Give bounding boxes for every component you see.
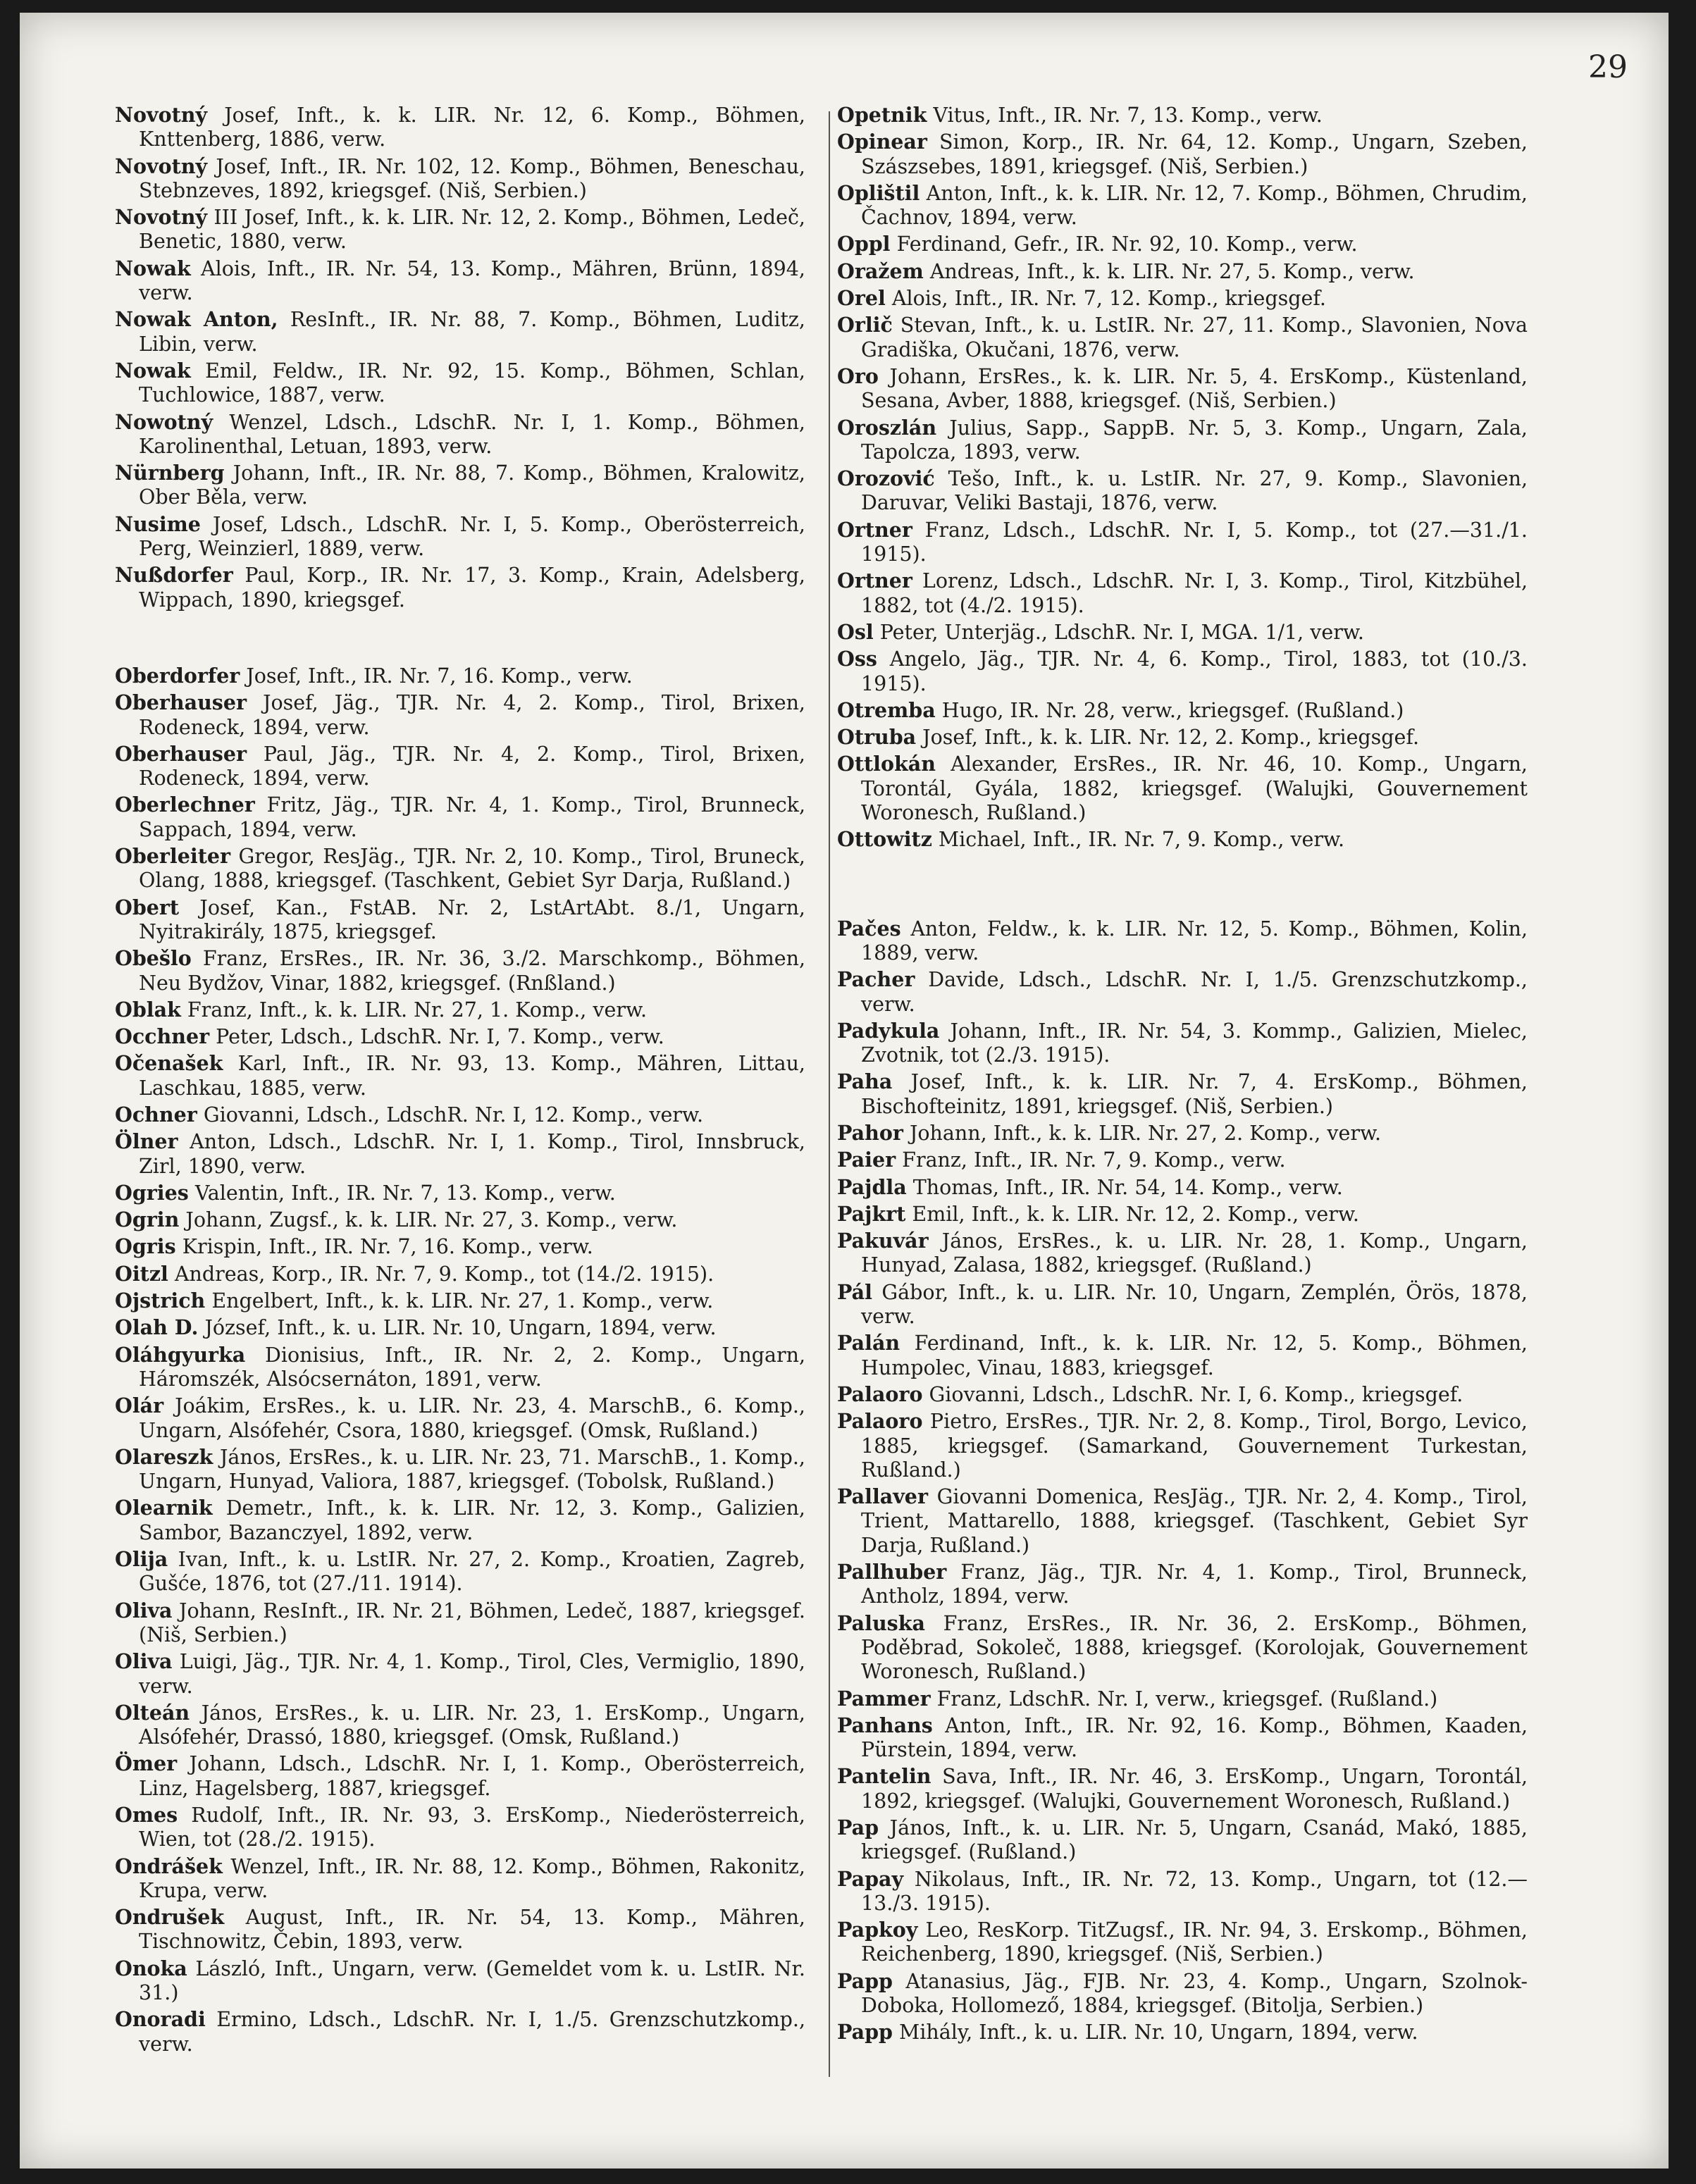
register-entry — [115, 256, 805, 306]
entry-details: János, ErsRes., k. u. LIR. Nr. 28, 1. Komp., Ungarn, Hunyad, Zalasa, 1882, kriegsgef. (Rußland.) — [861, 1229, 1528, 1277]
entry-details: Karl, Inft., IR. Nr. 93, 13. Komp., Mähren, Littau, Laschkau, 1885, verw. — [139, 1052, 805, 1100]
register-entry — [115, 1262, 805, 1286]
entry-surname: Otremba — [837, 697, 936, 722]
entry-details: Julius, Sapp., SappB. Nr. 5, 3. Komp., Ungarn, Zala, Tapolcza, 1893, verw. — [861, 416, 1528, 464]
register-entry — [115, 512, 805, 561]
entry-surname: Pap — [837, 1816, 879, 1839]
entry-details: Fritz, Jäg., TJR. Nr. 4, 1. Komp., Tirol, Brunneck, Sappach, 1894, verw. — [139, 793, 805, 841]
entry-details: Ferdinand, Gefr., IR. Nr. 92, 10. Komp., verw. — [890, 232, 1358, 256]
register-entry — [115, 1024, 805, 1049]
register-entry — [115, 154, 805, 204]
entry-details: Davide, Ldsch., LdschR. Nr. I, 1./5. Grenzschutzkomp., verw. — [861, 968, 1528, 1016]
register-entry — [837, 569, 1528, 618]
entry-details: Giovanni, Ldsch., LdschR. Nr. I, 6. Komp., kriegsgef. — [922, 1382, 1463, 1406]
entry-surname: Oberlechner — [115, 793, 255, 817]
register-entry — [115, 690, 805, 740]
entry-details: Giovanni Domenica, ResJäg., TJR. Nr. 2, 4. Komp., Tirol, Trient, Mattarello, 1888, kriegsgef. (Taschkent, Gebiet Syr Darja, Rußland.) — [861, 1485, 1528, 1557]
register-entry — [837, 1816, 1528, 1865]
entry-surname: Onoradi — [115, 2007, 206, 2032]
entry-details: Demetr., Inft., k. k. LIR. Nr. 12, 3. Komp., Galizien, Sambor, Bazanczyel, 1892, verw. — [139, 1496, 805, 1544]
entry-surname: Opinear — [837, 130, 927, 154]
register-entry — [837, 130, 1528, 179]
entry-surname: Oražem — [837, 259, 924, 283]
register-entry — [115, 844, 805, 893]
entry-surname: Paier — [837, 1148, 896, 1172]
register-entry — [115, 1751, 805, 1801]
entry-surname: Oplištil — [837, 180, 920, 205]
entry-surname: Oliva — [115, 1598, 173, 1623]
entry-surname: Olija — [115, 1547, 168, 1572]
entry-details: Atanasius, Jäg., FJB. Nr. 23, 4. Komp., Ungarn, Szolnok-Doboka, Hollomező, 1884, kriegsgef. (Bitolja, Serbien.) — [861, 1969, 1528, 2018]
left-column — [115, 103, 805, 2059]
entry-details: Franz, ErsRes., IR. Nr. 36, 3./2. Marschkomp., Böhmen, Neu Bydžov, Vinar, 1882, kriegsgef. (Rnßland.) — [139, 947, 805, 995]
register-entry — [837, 1382, 1528, 1407]
register-entry — [115, 1289, 805, 1313]
register-entry — [115, 410, 805, 459]
register-entry — [115, 1103, 805, 1127]
register-entry — [115, 461, 805, 510]
entry-surname: Pallhuber — [837, 1560, 947, 1584]
entry-details: Krispin, Inft., IR. Nr. 7, 16. Komp., verw. — [175, 1235, 593, 1259]
entry-surname: Oberhauser — [115, 741, 247, 766]
register-entry — [115, 1496, 805, 1545]
register-entry — [837, 313, 1528, 362]
entry-surname: Nowak — [115, 256, 191, 280]
register-entry — [837, 647, 1528, 696]
entry-surname: Pajdla — [837, 1174, 907, 1199]
entry-surname: Pantelin — [837, 1764, 931, 1789]
entry-details: Andreas, Korp., IR. Nr. 7, 9. Komp., tot (14./2. 1915). — [168, 1262, 714, 1286]
entry-surname: Papkoy — [837, 1918, 918, 1942]
register-entry — [837, 1069, 1528, 1119]
entry-surname: Pál — [837, 1279, 872, 1304]
entry-surname: Oliva — [115, 1649, 173, 1674]
register-entry — [115, 1051, 805, 1100]
register-entry — [115, 563, 805, 612]
entry-details: Johann, Inft., k. k. LIR. Nr. 27, 2. Komp., verw. — [903, 1121, 1382, 1145]
entry-details: Tešo, Inft., k. u. LstIR. Nr. 27, 9. Komp., Slavonien, Daruvar, Veliki Bastaji, 1876, verw. — [861, 467, 1528, 515]
section-gap — [115, 614, 805, 664]
entry-details: Luigi, Jäg., TJR. Nr. 4, 1. Komp., Tirol, Cles, Vermiglio, 1890, verw. — [139, 1650, 805, 1698]
entry-surname: Pakuvár — [837, 1229, 929, 1253]
entry-details: Anton, Inft., IR. Nr. 92, 16. Komp., Böhmen, Kaaden, Pürstein, 1894, verw. — [861, 1713, 1528, 1762]
entry-details: Josef, Inft., k. k. LIR. Nr. 12, 6. Komp., Böhmen, Knttenberg, 1886, verw. — [139, 104, 805, 151]
register-entry — [837, 1918, 1528, 1967]
entry-details: Ermino, Ldsch., LdschR. Nr. I, 1./5. Grenzschutzkomp., verw. — [139, 2008, 805, 2056]
entry-surname: Nowak — [115, 358, 191, 383]
register-entry — [837, 466, 1528, 516]
entry-details: Vitus, Inft., IR. Nr. 7, 13. Komp., verw. — [927, 104, 1323, 127]
entry-details: Franz, ErsRes., IR. Nr. 36, 2. ErsKomp., Böhmen, Poděbrad, Sokoleč, 1888, kriegsgef. (Korolojak, Gouvernement Woronesch, Rußland.) — [861, 1611, 1528, 1684]
register-entry — [837, 1484, 1528, 1558]
register-entry — [837, 1560, 1528, 1609]
register-entry — [115, 359, 805, 408]
entry-surname: Paluska — [837, 1611, 925, 1635]
entry-details: Franz, Ldsch., LdschR. Nr. I, 5. Komp., tot (27.—31./1. 1915). — [861, 518, 1528, 566]
entry-details: Josef, Kan., FstAB. Nr. 2, LstArtAbt. 8./1, Ungarn, Nyitrakirály, 1875, kriegsgef. — [139, 895, 805, 943]
entry-surname: Ondrušek — [115, 1905, 225, 1930]
register-entry — [837, 232, 1528, 256]
register-entry — [837, 416, 1528, 465]
entry-surname: Ortner — [837, 517, 912, 542]
entry-details: Peter, Unterjäg., LdschR. Nr. I, MGA. 1/1, verw. — [873, 620, 1364, 644]
entry-surname: Oitzl — [115, 1261, 168, 1286]
entry-surname: Paha — [837, 1069, 893, 1094]
register-entry — [837, 725, 1528, 750]
entry-details: Joákim, ErsRes., k. u. LIR. Nr. 23, 4. MarschB., 6. Komp., Ungarn, Alsófehér, Csora, 1880, kriegsgef. (Omsk, Rußland.) — [139, 1394, 805, 1442]
entry-surname: Oblak — [115, 997, 181, 1022]
register-entry — [837, 917, 1528, 966]
register-entry — [115, 1394, 805, 1443]
register-entry — [115, 742, 805, 791]
entry-details: Anton, Feldw., k. k. LIR. Nr. 12, 5. Komp., Böhmen, Kolin, 1889, verw. — [861, 917, 1528, 964]
register-entry — [115, 1181, 805, 1205]
register-entry — [115, 2007, 805, 2056]
entry-surname: Novotný — [115, 154, 208, 178]
register-entry — [837, 1611, 1528, 1684]
entry-surname: Ondrášek — [115, 1854, 223, 1878]
register-entry — [837, 286, 1528, 311]
entry-surname: Nowotný — [115, 409, 213, 434]
entry-details: Emil, Inft., k. k. LIR. Nr. 12, 2. Komp., verw. — [905, 1202, 1359, 1226]
entry-surname: Omes — [115, 1803, 178, 1827]
entry-surname: Oroszlán — [837, 415, 937, 440]
entry-details: Simon, Korp., IR. Nr. 64, 12. Komp., Ungarn, Szeben, Szászsebes, 1891, kriegsgef. (Niš, Serbien.) — [861, 130, 1528, 178]
entry-details: Pietro, ErsRes., TJR. Nr. 2, 8. Komp., Tirol, Borgo, Levico, 1885, kriegsgef. (Samarkand, Gouvernement Turkestan, Rußland.) — [861, 1410, 1528, 1482]
register-entry — [837, 1687, 1528, 1711]
entry-details: Josef, Inft., k. k. LIR. Nr. 7, 4. ErsKomp., Böhmen, Bischofteinitz, 1891, kriegsgef. (Niš, Serbien.) — [861, 1070, 1528, 1118]
right-column — [837, 103, 1528, 2047]
entry-details: Nikolaus, Inft., IR. Nr. 72, 13. Komp., Ungarn, tot (12.—13./3. 1915). — [861, 1867, 1528, 1915]
register-entry — [115, 1343, 805, 1392]
entry-surname: Olah D. — [115, 1315, 199, 1340]
entry-surname: Opetnik — [837, 103, 927, 127]
entry-surname: Pallaver — [837, 1484, 928, 1509]
entry-surname: Novotný — [115, 205, 208, 230]
page-number: 29 — [1588, 49, 1628, 85]
entry-surname: Oberleiter — [115, 844, 231, 869]
entry-details: Franz, LdschR. Nr. I, verw., kriegsgef. (Rußland.) — [930, 1687, 1438, 1711]
entry-surname: Obešlo — [115, 946, 192, 971]
entry-surname: Ottlokán — [837, 752, 936, 776]
register-entry — [837, 1764, 1528, 1813]
register-entry — [115, 1547, 805, 1596]
entry-details: Angelo, Jäg., TJR. Nr. 4, 6. Komp., Tirol, 1883, tot (10./3. 1915). — [861, 647, 1528, 695]
register-entry — [837, 364, 1528, 414]
register-entry — [115, 946, 805, 995]
entry-details: Hugo, IR. Nr. 28, verw., kriegsgef. (Rußland.) — [935, 698, 1404, 722]
entry-surname: Novotný — [115, 103, 208, 127]
register-entry — [837, 181, 1528, 230]
entry-surname: Osl — [837, 619, 874, 644]
entry-surname: Ochner — [115, 1102, 197, 1127]
entry-details: Alexander, ErsRes., IR. Nr. 46, 10. Komp., Ungarn, Torontál, Gyála, 1882, kriegsgef. (Walujki, Gouvernement Woronesch, Rußland.) — [861, 752, 1528, 825]
entry-surname: Orlič — [837, 313, 893, 337]
register-entry — [837, 1867, 1528, 1916]
register-entry — [115, 1599, 805, 1648]
register-entry — [837, 1969, 1528, 2018]
entry-details: Alois, Inft., IR. Nr. 7, 12. Komp., kriegsgef. — [885, 287, 1326, 311]
entry-details: Peter, Ldsch., LdschR. Nr. I, 7. Komp., verw. — [209, 1025, 664, 1049]
entry-details: Wenzel, Inft., IR. Nr. 88, 12. Komp., Böhmen, Rakonitz, Krupa, verw. — [139, 1854, 805, 1902]
register-entry — [115, 1854, 805, 1904]
register-entry — [837, 698, 1528, 723]
register-entry — [115, 1234, 805, 1259]
entry-surname: Oberhauser — [115, 690, 247, 715]
entry-details: Gábor, Inft., k. u. LIR. Nr. 10, Ungarn, Zemplén, Örös, 1878, verw. — [861, 1280, 1528, 1329]
entry-surname: Pajkrt — [837, 1201, 906, 1226]
entry-surname: Pahor — [837, 1120, 903, 1145]
entry-details: August, Inft., IR. Nr. 54, 13. Komp., Mähren, Tischnowitz, Čebin, 1893, verw. — [139, 1906, 805, 1954]
entry-surname: Oláhgyurka — [115, 1342, 246, 1367]
entry-surname: Pammer — [837, 1686, 931, 1711]
register-entry — [115, 1803, 805, 1852]
entry-details: Franz, Inft., k. k. LIR. Nr. 27, 1. Komp., verw. — [180, 998, 648, 1022]
register-entry — [837, 1175, 1528, 1200]
entry-details: Josef, Jäg., TJR. Nr. 4, 2. Komp., Tirol, Brixen, Rodeneck, 1894, verw. — [139, 691, 805, 739]
entry-surname: Ogries — [115, 1180, 189, 1205]
entry-surname: Orozović — [837, 466, 935, 491]
entry-details: Dionisius, Inft., IR. Nr. 2, 2. Komp., Ungarn, Háromszék, Alsócsernáton, 1891, verw. — [139, 1343, 805, 1391]
entry-details: János, ErsRes., k. u. LIR. Nr. 23, 1. ErsKomp., Ungarn, Alsófehér, Drassó, 1880, kriegsgef. (Omsk, Rußland.) — [139, 1701, 805, 1749]
entry-surname: Palaoro — [837, 1382, 923, 1406]
entry-details: Ferdinand, Inft., k. k. LIR. Nr. 12, 5. Komp., Böhmen, Humpolec, Vinau, 1883, kriegsgef. — [861, 1332, 1528, 1379]
entry-details: Paul, Korp., IR. Nr. 17, 3. Komp., Krain, Adelsberg, Wippach, 1890, kriegsgef. — [139, 564, 805, 612]
register-entry — [837, 1019, 1528, 1068]
entry-details: Michael, Inft., IR. Nr. 7, 9. Komp., verw. — [931, 828, 1345, 852]
entry-surname: Padykula — [837, 1018, 940, 1043]
entry-surname: Papay — [837, 1866, 904, 1891]
register-entry — [837, 1713, 1528, 1763]
entry-surname: Oss — [837, 647, 877, 671]
entry-surname: Ölner — [115, 1129, 178, 1154]
entry-surname: Olearnik — [115, 1496, 213, 1520]
register-entry — [115, 1445, 805, 1494]
entry-details: Ivan, Inft., k. u. LstIR. Nr. 27, 2. Komp., Kroatien, Zagreb, Gušće, 1876, tot (27./11. 1914). — [139, 1548, 805, 1596]
entry-surname: Nußdorfer — [115, 563, 233, 588]
entry-details: János, Inft., k. u. LIR. Nr. 5, Ungarn, Csanád, Makó, 1885, kriegsgef. (Rußland.) — [861, 1816, 1528, 1864]
register-entry — [837, 752, 1528, 825]
entry-details: Johann, Inft., IR. Nr. 54, 3. Kommp., Galizien, Mielec, Zvotnik, tot (2./3. 1915). — [861, 1019, 1528, 1067]
entry-surname: Oberdorfer — [115, 663, 240, 688]
entry-surname: Oppl — [837, 232, 891, 256]
register-entry — [115, 793, 805, 842]
register-entry — [837, 518, 1528, 567]
entry-surname: Olteán — [115, 1700, 190, 1725]
entry-details: Rudolf, Inft., IR. Nr. 93, 3. ErsKomp., Niederösterreich, Wien, tot (28./2. 1915). — [139, 1804, 805, 1851]
entry-details: Andreas, Inft., k. k. LIR. Nr. 27, 5. Komp., verw. — [923, 259, 1415, 283]
register-entry — [837, 1229, 1528, 1278]
register-entry — [115, 1208, 805, 1232]
register-entry — [837, 620, 1528, 645]
entry-details: József, Inft., k. u. LIR. Nr. 10, Ungarn, 1894, verw. — [198, 1316, 717, 1340]
entry-details: Alois, Inft., IR. Nr. 54, 13. Komp., Mähren, Brünn, 1894, verw. — [139, 256, 805, 305]
section-gap — [837, 855, 1528, 917]
entry-surname: Otruba — [837, 725, 917, 750]
document-page — [20, 13, 1669, 2169]
entry-surname: Palaoro — [837, 1409, 923, 1434]
entry-surname: Nürnberg — [115, 461, 225, 485]
entry-details: Emil, Feldw., IR. Nr. 92, 15. Komp., Böhmen, Schlan, Tuchlowice, 1887, verw. — [139, 359, 805, 407]
column-divider — [829, 111, 830, 2077]
register-entry — [115, 205, 805, 254]
entry-details: Franz, Jäg., TJR. Nr. 4, 1. Komp., Tirol, Brunneck, Antholz, 1894, verw. — [861, 1561, 1528, 1608]
register-entry — [837, 1148, 1528, 1172]
entry-surname: Oro — [837, 364, 879, 388]
entry-details: Engelbert, Inft., k. k. LIR. Nr. 27, 1. Komp., verw. — [205, 1289, 714, 1313]
entry-details: Johann, ErsRes., k. k. LIR. Nr. 5, 4. ErsKomp., Küstenland, Sesana, Avber, 1888, kriegsgef. (Niš, Serbien.) — [861, 364, 1528, 413]
register-entry — [837, 1331, 1528, 1380]
entry-details: Giovanni, Ldsch., LdschR. Nr. I, 12. Komp., verw. — [197, 1103, 704, 1127]
entry-details: Sava, Inft., IR. Nr. 46, 3. ErsKomp., Ungarn, Torontál, 1892, kriegsgef. (Walujki, Gouvernement Woronesch, Rußland.) — [861, 1765, 1528, 1813]
entry-surname: Papp — [837, 1968, 893, 1993]
entry-surname: Ömer — [115, 1751, 178, 1776]
entry-details: Josef, Inft., IR. Nr. 7, 16. Komp., verw. — [240, 664, 633, 688]
entry-surname: Orel — [837, 286, 886, 311]
register-entry — [115, 1956, 805, 2006]
entry-details: Johann, Inft., IR. Nr. 88, 7. Komp., Böhmen, Kralowitz, Ober Běla, verw. — [139, 461, 805, 509]
register-entry — [115, 998, 805, 1022]
entry-surname: Papp — [837, 2020, 893, 2045]
register-entry — [837, 1202, 1528, 1227]
entry-surname: Obert — [115, 895, 180, 919]
entry-details: Wenzel, Ldsch., LdschR. Nr. I, 1. Komp., Böhmen, Karolinenthal, Letuan, 1893, verw. — [139, 410, 805, 458]
entry-details: Josef, Inft., k. k. LIR. Nr. 12, 2. Komp., kriegsgef. — [916, 726, 1420, 750]
entry-surname: Olár — [115, 1394, 164, 1418]
entry-surname: Panhans — [837, 1713, 933, 1737]
entry-details: Josef, Ldsch., LdschR. Nr. I, 5. Komp., Oberösterreich, Perg, Weinzierl, 1889, verw. — [139, 512, 805, 561]
entry-surname: Ogris — [115, 1234, 176, 1259]
register-entry — [115, 1701, 805, 1750]
entry-surname: Nowak Anton, — [115, 307, 278, 332]
register-entry — [115, 1129, 805, 1179]
register-entry — [837, 967, 1528, 1017]
register-entry — [837, 1280, 1528, 1329]
entry-details: ResInft., IR. Nr. 88, 7. Komp., Böhmen, Luditz, Libin, verw. — [139, 308, 805, 356]
entry-details: Leo, ResKorp. TitZugsf., IR. Nr. 94, 3. Erskomp., Böhmen, Reichenberg, 1890, kriegsgef. (Niš, Serbien.) — [861, 1918, 1528, 1966]
entry-details: János, ErsRes., k. u. LIR. Nr. 23, 71. MarschB., 1. Komp., Ungarn, Hunyad, Valiora, 1887, kriegsgef. (Tobolsk, Rußland.) — [139, 1445, 805, 1494]
register-entry — [115, 103, 805, 152]
entry-details: Valentin, Inft., IR. Nr. 7, 13. Komp., verw. — [188, 1181, 616, 1205]
register-entry — [837, 2020, 1528, 2045]
entry-details: Gregor, ResJäg., TJR. Nr. 2, 10. Komp., Tirol, Bruneck, Olang, 1888, kriegsgef. (Taschkent, Gebiet Syr Darja, Rußland.) — [139, 845, 805, 893]
entry-details: Thomas, Inft., IR. Nr. 54, 14. Komp., verw. — [906, 1175, 1343, 1199]
entry-details: Mihály, Inft., k. u. LIR. Nr. 10, Ungarn, 1894, verw. — [893, 2021, 1418, 2045]
entry-surname: Ottowitz — [837, 827, 932, 852]
entry-details: Josef, Inft., IR. Nr. 102, 12. Komp., Böhmen, Beneschau, Stebnzeves, 1892, kriegsgef. (Niš, Serbien.) — [139, 154, 805, 202]
entry-details: Franz, Inft., IR. Nr. 7, 9. Komp., verw. — [896, 1148, 1286, 1172]
register-entry — [115, 1649, 805, 1699]
entry-surname: Nusime — [115, 511, 201, 536]
entry-details: Stevan, Inft., k. u. LstIR. Nr. 27, 11. Komp., Slavonien, Nova Gradiška, Okučani, 1876, verw. — [861, 314, 1528, 361]
entry-details: Anton, Inft., k. k. LIR. Nr. 12, 7. Komp., Böhmen, Chrudim, Čachnov, 1894, verw. — [861, 181, 1528, 230]
entry-surname: Pačes — [837, 916, 901, 941]
entry-details: Lorenz, Ldsch., LdschR. Nr. I, 3. Komp., Tirol, Kitzbühel, 1882, tot (4./2. 1915). — [861, 569, 1528, 617]
entry-surname: Očenašek — [115, 1051, 223, 1076]
register-entry — [115, 895, 805, 945]
entry-surname: Ogrin — [115, 1208, 180, 1232]
entry-surname: Olareszk — [115, 1444, 213, 1469]
register-entry — [837, 1121, 1528, 1146]
entry-details: Anton, Ldsch., LdschR. Nr. I, 1. Komp., Tirol, Innsbruck, Zirl, 1890, verw. — [139, 1130, 805, 1178]
entry-surname: Ortner — [837, 569, 912, 593]
entry-details: Johann, ResInft., IR. Nr. 21, Böhmen, Ledeč, 1887, kriegsgef. (Niš, Serbien.) — [139, 1599, 805, 1646]
register-entry — [115, 307, 805, 356]
entry-details: III Josef, Inft., k. k. LIR. Nr. 12, 2. Komp., Böhmen, Ledeč, Benetic, 1880, verw. — [139, 206, 805, 254]
register-entry — [837, 827, 1528, 852]
entry-surname: Pacher — [837, 967, 915, 992]
entry-surname: Occhner — [115, 1024, 210, 1049]
entry-surname: Ojstrich — [115, 1289, 206, 1313]
entry-surname: Palán — [837, 1331, 900, 1355]
entry-details: Johann, Zugsf., k. k. LIR. Nr. 27, 3. Komp., verw. — [179, 1208, 678, 1232]
register-entry — [115, 1905, 805, 1954]
register-entry — [115, 1315, 805, 1340]
register-entry — [837, 1409, 1528, 1482]
entry-details: László, Inft., Ungarn, verw. (Gemeldet vom k. u. LstIR. Nr. 31.) — [139, 1956, 805, 2005]
entry-details: Paul, Jäg., TJR. Nr. 4, 2. Komp., Tirol, Brixen, Rodeneck, 1894, verw. — [139, 742, 805, 790]
entry-surname: Onoka — [115, 1956, 187, 1980]
entry-details: Johann, Ldsch., LdschR. Nr. I, 1. Komp., Oberösterreich, Linz, Hagelsberg, 1887, kriegsgef. — [139, 1752, 805, 1800]
register-entry — [837, 259, 1528, 284]
register-entry — [837, 103, 1528, 128]
register-entry — [115, 664, 805, 688]
